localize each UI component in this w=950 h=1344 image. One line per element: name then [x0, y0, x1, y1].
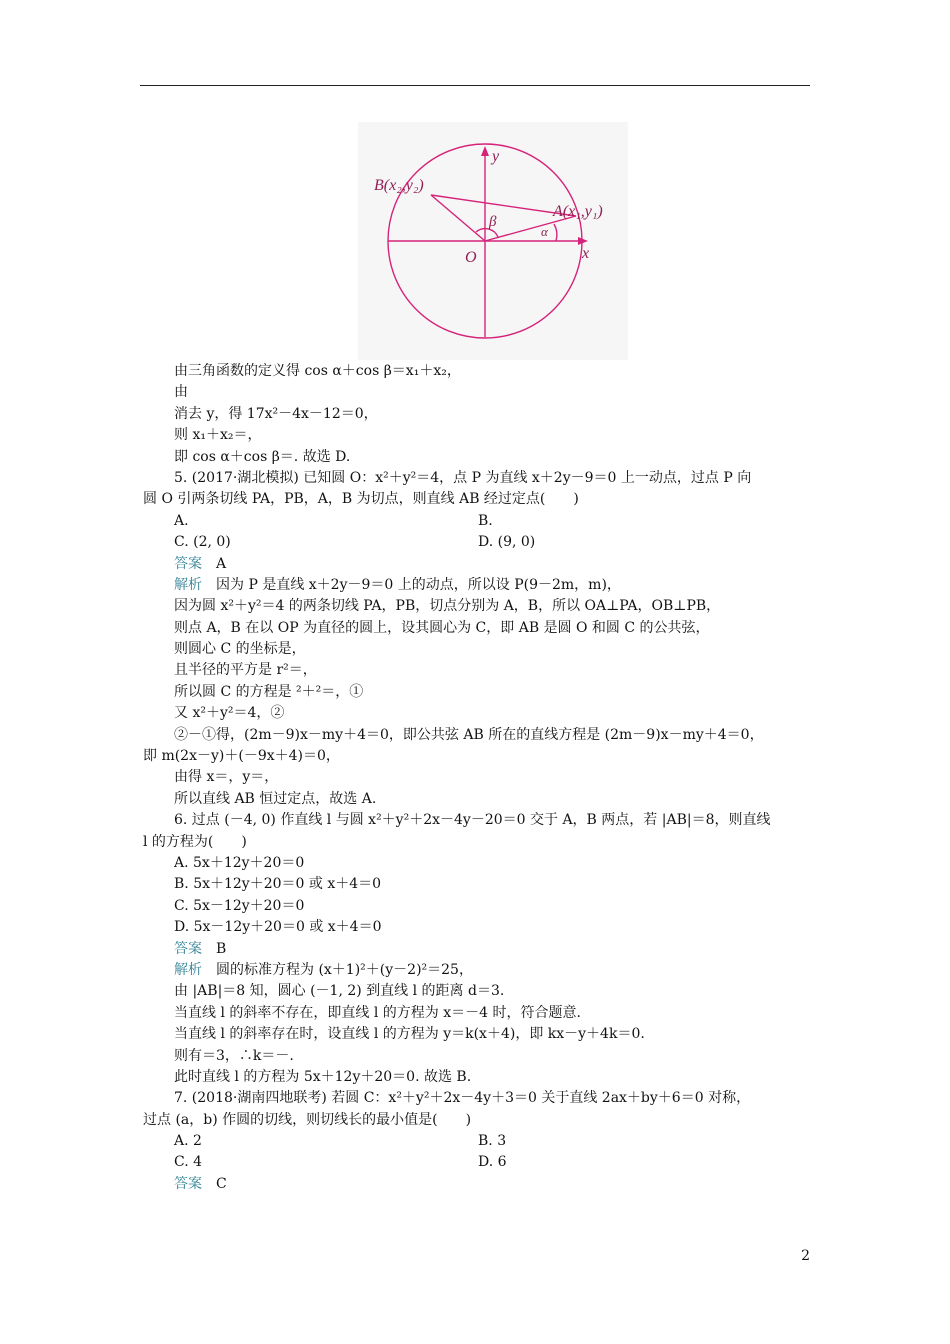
text-line: [143, 746, 815, 767]
solution-text: [143, 361, 815, 1195]
text-line: [143, 917, 815, 938]
text-line: [143, 853, 815, 874]
section-tag: 解析: [174, 576, 202, 593]
x-axis-arrow: [578, 237, 588, 245]
line-text: C: [202, 1175, 227, 1192]
option-choice: B. 3: [478, 1133, 507, 1150]
text-line: [143, 810, 815, 831]
unit-circle-figure: [358, 122, 628, 360]
point-a-label: A(x₁,y₁): [553, 203, 603, 220]
line-text: 6. 过点 (－4, 0) 作直线 l 与圆 x²＋y²＋2x－4y－20＝0 交于 A，B 两点，若 |AB|＝8，则直线: [174, 812, 771, 829]
line-text: 7. (2018·湖南四地联考) 若圆 C：x²＋y²＋2x－4y＋3＝0 关于直线 2ax＋by＋6＝0 对称，: [174, 1090, 751, 1107]
text-line: [143, 789, 815, 810]
text-line: [143, 1003, 815, 1024]
text-line: [143, 981, 815, 1002]
text-line: [143, 1110, 815, 1131]
option-choice: C. 4: [174, 1154, 203, 1171]
section-tag: 答案: [174, 1175, 202, 1192]
text-line: [143, 404, 815, 425]
line-text: 由: [174, 384, 188, 401]
line-text: 消去 y，得 17x²－4x－12＝0，: [174, 405, 378, 422]
text-line: [143, 639, 815, 660]
line-text: 所以圆 C 的方程是 ²＋²＝，①: [174, 683, 364, 700]
line-text: 因为 P 是直线 x＋2y－9＝0 上的动点，所以设 P(9－2m，m)，: [202, 576, 621, 593]
line-text: 当直线 l 的斜率存在时，设直线 l 的方程为 y＝k(x＋4)，即 kx－y＋4k＝0.: [174, 1026, 645, 1043]
section-tag: 答案: [174, 940, 202, 957]
line-text: 当直线 l 的斜率不存在，即直线 l 的方程为 x＝－4 时，符合题意.: [174, 1004, 581, 1021]
line-text: 且半径的平方是 r²＝，: [174, 662, 317, 679]
option-choice: D. 6: [478, 1154, 507, 1171]
line-text: 即 m(2x－y)＋(－9x＋4)＝0，: [143, 748, 340, 765]
angle-alpha-arc: [554, 224, 557, 241]
text-line: [143, 1046, 815, 1067]
text-line: [143, 511, 815, 532]
line-text: ②－①得，(2m－9)x－my＋4＝0，即公共弦 AB 所在的直线方程是 (2m－9)x－my＋4＝0，: [174, 726, 764, 743]
text-line: [143, 618, 815, 639]
header-rule: [140, 85, 810, 86]
text-line: [143, 596, 815, 617]
line-text: 由得 x＝，y＝，: [174, 769, 279, 786]
text-line: [143, 532, 815, 553]
y-axis-arrow: [481, 146, 489, 156]
text-line: [143, 489, 815, 510]
text-line: [143, 1174, 815, 1195]
section-tag: 答案: [174, 555, 202, 572]
text-line: [143, 703, 815, 724]
beta-label: β: [489, 214, 497, 230]
alpha-label: α: [541, 224, 548, 239]
line-text: 又 x²＋y²＝4，②: [174, 705, 285, 722]
line-text: 此时直线 l 的方程为 5x＋12y＋20＝0. 故选 B.: [174, 1068, 472, 1085]
option-choice: A.: [174, 512, 189, 529]
option-choice: C. (2, 0): [174, 534, 231, 551]
text-line: [143, 425, 815, 446]
text-line: [143, 447, 815, 468]
line-text: 由三角函数的定义得 cos α＋cos β＝x₁＋x₂，: [174, 363, 461, 379]
text-line: [143, 1152, 815, 1173]
text-line: [143, 725, 815, 746]
line-text: C. 5x－12y＋20＝0: [174, 897, 305, 914]
text-line: [143, 1131, 815, 1152]
unit-circle-diagram: [358, 122, 628, 360]
option-choice: A. 2: [174, 1133, 202, 1150]
text-line: [143, 468, 815, 489]
y-axis-label: y: [492, 148, 500, 165]
origin-label: O: [465, 249, 477, 266]
line-text: A. 5x＋12y＋20＝0: [174, 854, 305, 871]
text-line: [143, 896, 815, 917]
line-text: D. 5x－12y＋20＝0 或 x＋4＝0: [174, 919, 382, 936]
text-line: [143, 660, 815, 681]
line-text: 由 |AB|＝8 知，圆心 (－1, 2) 到直线 l 的距离 d＝3.: [174, 983, 505, 1000]
text-line: [143, 832, 815, 853]
line-text: l 的方程为( ): [143, 833, 247, 850]
text-line: [143, 682, 815, 703]
line-text: B. 5x＋12y＋20＝0 或 x＋4＝0: [174, 876, 382, 893]
text-line: [143, 382, 815, 403]
line-text: 则圆心 C 的坐标是，: [174, 641, 306, 658]
page-number: 2: [801, 1248, 810, 1264]
text-line: [143, 767, 815, 788]
text-line: [143, 1088, 815, 1109]
text-line: [143, 575, 815, 596]
text-line: [143, 554, 815, 575]
line-text: B: [202, 940, 227, 957]
line-text: 则点 A，B 在以 OP 为直径的圆上，设其圆心为 C，即 AB 是圆 O 和圆 C 的公共弦，: [174, 619, 710, 636]
text-line: [143, 361, 815, 382]
line-text: 所以直线 AB 恒过定点，故选 A.: [174, 790, 377, 807]
text-line: [143, 1067, 815, 1088]
text-line: [143, 874, 815, 895]
line-text: 圆 O 引两条切线 PA，PB，A，B 为切点，则直线 AB 经过定点( ): [143, 491, 579, 508]
line-text: 则有＝3，∴k＝－.: [174, 1047, 294, 1064]
x-axis-label: x: [582, 245, 590, 262]
line-text: 圆的标准方程为 (x＋1)²＋(y－2)²＝25，: [202, 961, 473, 978]
section-tag: 解析: [174, 961, 202, 978]
line-text: 过点 (a，b) 作圆的切线，则切线长的最小值是( ): [143, 1111, 472, 1128]
option-choice: D. (9, 0): [478, 534, 536, 551]
text-line: [143, 1024, 815, 1045]
option-choice: B.: [478, 512, 493, 529]
text-line: [143, 960, 815, 981]
point-b-label: B(x₂,y₂): [374, 177, 424, 194]
text-line: [143, 939, 815, 960]
line-text: 即 cos α＋cos β＝. 故选 D.: [174, 448, 351, 465]
line-text: 因为圆 x²＋y²＝4 的两条切线 PA，PB，切点分别为 A，B，所以 OA⊥PA，OB⊥PB，: [174, 598, 721, 615]
line-text: 5. (2017·湖北模拟) 已知圆 O：x²＋y²＝4，点 P 为直线 x＋2y－9＝0 上一动点，过点 P 向: [174, 469, 752, 486]
line-text: 则 x₁＋x₂＝，: [174, 427, 262, 444]
line-text: A: [202, 555, 227, 572]
